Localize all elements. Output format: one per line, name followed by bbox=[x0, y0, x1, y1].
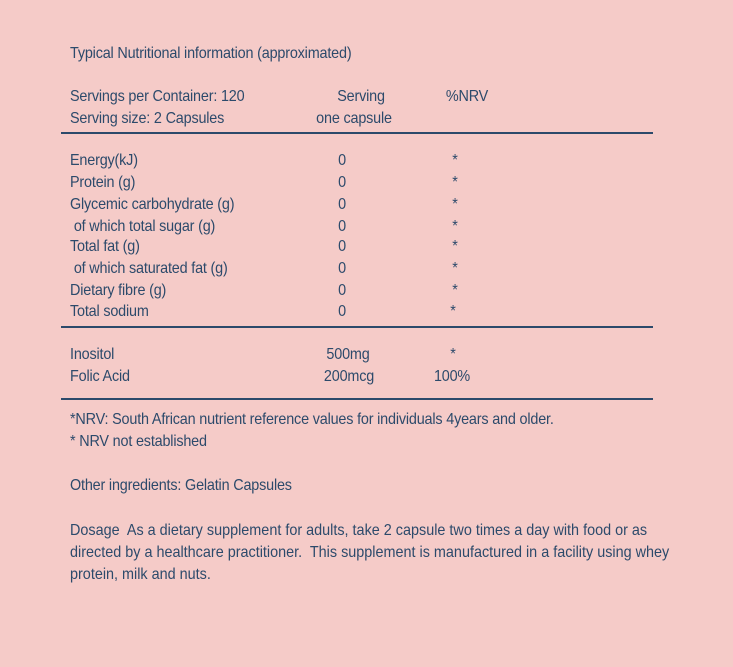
active-nrv: 100% bbox=[433, 368, 471, 385]
table-row bbox=[0, 217, 733, 239]
nutrient-nrv: * bbox=[452, 218, 458, 235]
column-header-nrv: %NRV bbox=[445, 88, 489, 105]
nutrient-nrv: * bbox=[452, 174, 458, 191]
active-serving: 500mg bbox=[326, 346, 370, 363]
table-row bbox=[0, 237, 733, 259]
nutrient-name: Energy(kJ) bbox=[70, 152, 138, 169]
dosage-text: Dosage As a dietary supplement for adults, take 2 capsule two times a day with food or as directed by a healthcare practitioner. This supplement is manufactured in a facility using whey protein, milk and nuts. bbox=[70, 522, 674, 583]
column-header-serving: Serving bbox=[337, 88, 385, 105]
serving-size: Serving size: 2 Capsules bbox=[70, 110, 225, 127]
servings-per-container: Servings per Container: 120 bbox=[70, 88, 245, 105]
column-header-serving-unit: one capsule bbox=[316, 110, 392, 127]
nutrient-name: of which total sugar (g) bbox=[70, 218, 216, 235]
nutrient-name: Total sodium bbox=[70, 303, 149, 320]
table-row bbox=[0, 281, 733, 303]
nutrient-nrv: * bbox=[452, 260, 458, 277]
nutrient-nrv: * bbox=[452, 196, 458, 213]
nutrient-nrv: * bbox=[452, 152, 458, 169]
label-title: Typical Nutritional information (approximated) bbox=[70, 45, 352, 62]
active-name: Folic Acid bbox=[70, 368, 130, 385]
nutrient-nrv: * bbox=[450, 303, 456, 320]
nutrient-nrv: * bbox=[452, 238, 458, 255]
nutrient-serving: 0 bbox=[338, 238, 346, 255]
active-serving: 200mcg bbox=[323, 368, 375, 385]
table-row bbox=[0, 151, 733, 173]
nutrient-name: Dietary fibre (g) bbox=[70, 282, 167, 299]
table-row bbox=[0, 173, 733, 195]
actives-divider bbox=[61, 398, 653, 400]
other-ingredients: Other ingredients: Gelatin Capsules bbox=[70, 477, 292, 494]
header-divider bbox=[61, 132, 653, 134]
nutrient-serving: 0 bbox=[338, 174, 346, 191]
nutrient-nrv: * bbox=[452, 282, 458, 299]
table-row bbox=[0, 259, 733, 281]
nutrient-name: Protein (g) bbox=[70, 174, 136, 191]
nutrient-serving: 0 bbox=[338, 303, 346, 320]
nutrient-serving: 0 bbox=[338, 152, 346, 169]
nutrient-name: of which saturated fat (g) bbox=[70, 260, 228, 277]
table-row bbox=[0, 367, 733, 389]
nutrient-serving: 0 bbox=[338, 282, 346, 299]
nutrient-serving: 0 bbox=[338, 218, 346, 235]
nrv-not-established-note: * NRV not established bbox=[70, 433, 207, 450]
table-row bbox=[0, 302, 733, 324]
active-nrv: * bbox=[450, 346, 456, 363]
table-row bbox=[0, 345, 733, 367]
active-name: Inositol bbox=[70, 346, 115, 363]
nrv-footnote: *NRV: South African nutrient reference values for individuals 4years and older. bbox=[70, 411, 554, 428]
nutrients-divider bbox=[61, 326, 653, 328]
nutrient-serving: 0 bbox=[338, 260, 346, 277]
nutrient-name: Glycemic carbohydrate (g) bbox=[70, 196, 235, 213]
nutrient-name: Total fat (g) bbox=[70, 238, 140, 255]
table-row bbox=[0, 195, 733, 217]
nutrient-serving: 0 bbox=[338, 196, 346, 213]
